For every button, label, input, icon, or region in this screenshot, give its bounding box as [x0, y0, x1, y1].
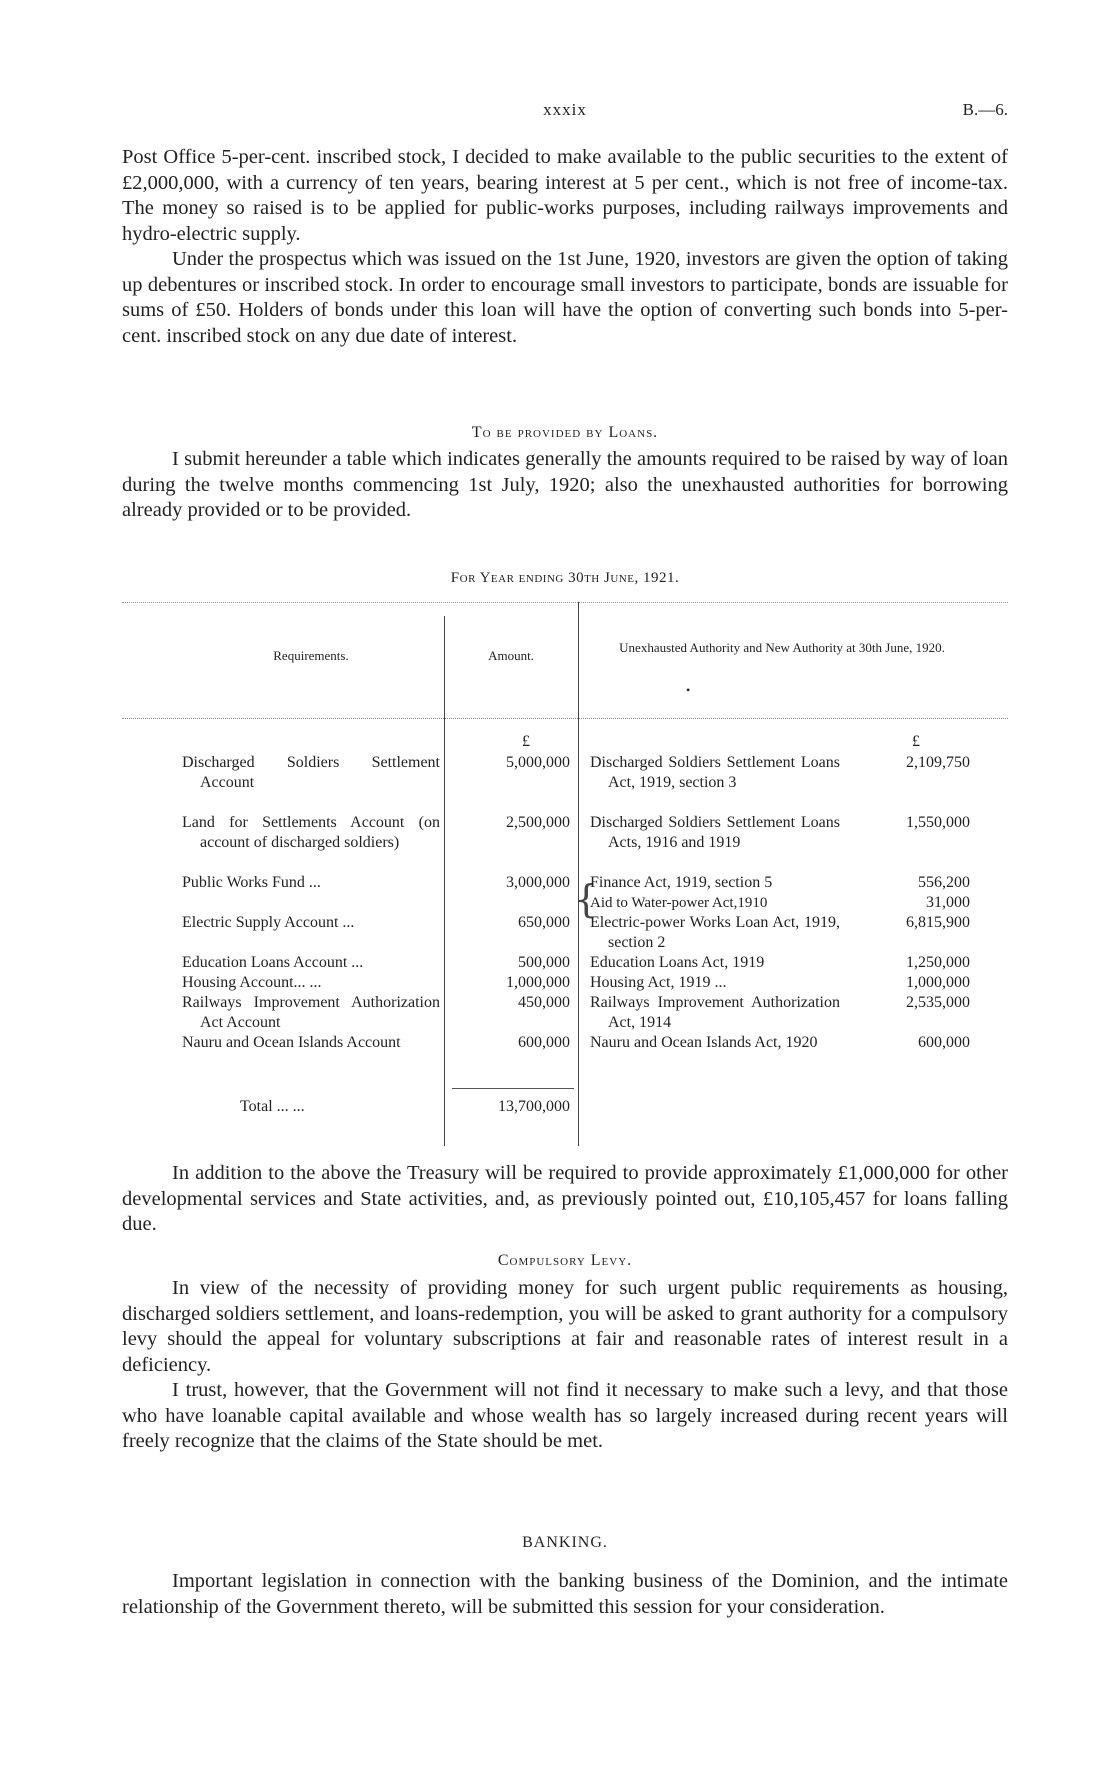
authority-row-6: [590, 953, 840, 973]
paragraph-additional: In addition to the above the Treasury will be required to provide approximately £1,000,000 for other developmental services and State activities, and, as previously pointed out, £10,105,457 for loans falling due.: [122, 1162, 1008, 1235]
paragraph-stock: Post Office 5-per-cent. inscribed stock, I decided to make available to the public securities to the extent of £2,000,000, with a currency of ten years, bearing interest at 5 per cent., which is not free of income-tax. The money so raised is to be applied for public-works purposes, including railways improvements and hydro-electric supply.: [122, 146, 1008, 245]
paragraph-block-1: [122, 145, 1008, 349]
amount-row-7: 450,000: [518, 994, 570, 1011]
authority-label: Housing Act, 1919 ...: [590, 974, 727, 991]
paragraph-block-2: [122, 447, 1008, 524]
currency-amount: £: [522, 733, 530, 750]
authority-label: Finance Act, 1919, section 5: [590, 874, 773, 891]
req-row-6: [182, 973, 440, 993]
authority-amount-3: 556,200: [918, 874, 970, 891]
authority-row-1: [590, 753, 840, 793]
authority-label: Nauru and Ocean Islands Act, 1920: [590, 1034, 818, 1051]
document-reference: B.—6.: [962, 100, 1008, 119]
page-header: [122, 100, 1008, 124]
req-label: Education Loans Account ...: [182, 954, 364, 971]
authority-label: Discharged Soldiers Settlement Loans Act, 1919, section 3: [590, 754, 840, 791]
req-row-8: [182, 1033, 440, 1053]
authority-row-4: [590, 893, 840, 913]
req-label: Discharged Soldiers Settlement Account: [182, 754, 440, 791]
amount-row-6: 1,000,000: [506, 974, 570, 991]
req-row-2: [182, 813, 440, 853]
amount-row-2: 2,500,000: [506, 814, 570, 831]
col-header-authority: Unexhausted Authority and New Authority at 30th June, 1920.: [619, 640, 945, 655]
req-label: Land for Settlements Account (on account of discharged soldiers): [182, 814, 440, 851]
authority-amount-9: 600,000: [918, 1034, 970, 1051]
authority-amount-1: 2,109,750: [906, 754, 970, 771]
heading-loans: To be provided by Loans.: [471, 424, 659, 441]
table-header-rule: [122, 718, 1008, 719]
authority-label: Aid to Water-power Act,1910: [590, 895, 768, 911]
amount-row-8: 600,000: [518, 1034, 570, 1051]
authority-label: Education Loans Act, 1919: [590, 954, 765, 971]
req-label: Housing Account... ...: [182, 974, 322, 991]
authority-amount-4: 31,000: [926, 894, 970, 911]
paragraph-banking: Important legislation in connection with the banking business of the Dominion, and the intimate relationship of the Government thereto, will be submitted this session for your consideration.: [122, 1570, 1008, 1618]
total-label: Total ... ...: [240, 1098, 305, 1115]
authority-amount-8: 2,535,000: [906, 994, 970, 1011]
authority-row-5: [590, 913, 840, 953]
total-amount: 13,700,000: [498, 1098, 570, 1115]
paragraph-block-5: [122, 1569, 1008, 1620]
req-label: Railways Improvement Authorization Act Account: [182, 994, 440, 1031]
req-row-7: [182, 993, 440, 1033]
brace-mark: {: [574, 877, 599, 921]
loans-table: [122, 602, 1008, 1152]
page-number: xxxix: [543, 100, 587, 119]
req-row-5: [182, 953, 440, 973]
authority-amount-2: 1,550,000: [906, 814, 970, 831]
currency-authority: £: [912, 733, 920, 750]
bullet-mark: •: [686, 683, 691, 697]
authority-label: Electric-power Works Loan Act, 1919, section 2: [590, 914, 840, 951]
req-label: Nauru and Ocean Islands Account: [182, 1034, 401, 1051]
col-header-requirements: Requirements.: [273, 648, 349, 663]
table-divider-2: [578, 602, 579, 1146]
authority-amount-6: 1,250,000: [906, 954, 970, 971]
heading-levy: Compulsory Levy.: [497, 1252, 633, 1269]
paragraph-table-intro: I submit hereunder a table which indicates generally the amounts required to be raised by way of loan during the twelve months commencing 1st July, 1920; also the unexhausted authorities for borrowing already provided or to be provided.: [122, 448, 1008, 521]
req-label: Electric Supply Account ...: [182, 914, 355, 931]
req-row-3: [182, 873, 440, 893]
table-divider-1: [444, 616, 445, 1146]
paragraph-prospectus: Under the prospectus which was issued on the 1st June, 1920, investors are given the option of taking up debentures or inscribed stock. In order to encourage small investors to participate, bonds are issuable for sums of £50. Holders of bonds under this loan will have the option of converting such bonds into 5-per-cent. inscribed stock on any due date of interest.: [122, 248, 1008, 347]
authority-amount-7: 1,000,000: [906, 974, 970, 991]
authority-row-2: [590, 813, 840, 853]
table-top-rule: [122, 602, 1008, 603]
authority-row-3: [590, 873, 840, 893]
authority-label: Railways Improvement Authorization Act, 1914: [590, 994, 840, 1031]
req-label: Public Works Fund ...: [182, 874, 321, 891]
col-header-amount: Amount.: [488, 648, 534, 663]
amount-row-5: 500,000: [518, 954, 570, 971]
authority-row-9: [590, 1033, 840, 1053]
req-row-4: [182, 913, 440, 933]
table-caption: For Year ending 30th June, 1921.: [450, 570, 680, 586]
amount-row-4: 650,000: [518, 914, 570, 931]
total-rule: [452, 1088, 574, 1089]
authority-label: Discharged Soldiers Settlement Loans Acts, 1916 and 1919: [590, 814, 840, 851]
authority-row-8: [590, 993, 840, 1033]
paragraph-trust: I trust, however, that the Government will not find it necessary to make such a levy, and that those who have loanable capital available and whose wealth has so largely increased during recent years will freely recognize that the claims of the State should be met.: [122, 1379, 1008, 1452]
paragraph-levy: In view of the necessity of providing money for such urgent public requirements as housing, discharged soldiers settlement, and loans-redemption, you will be asked to grant authority for a compulsory levy should the appeal for voluntary subscriptions at fair and reasonable rates of interest result in a deficiency.: [122, 1277, 1008, 1376]
paragraph-block-4: [122, 1276, 1008, 1455]
amount-row-3: 3,000,000: [506, 874, 570, 891]
amount-row-1: 5,000,000: [506, 754, 570, 771]
paragraph-block-3: [122, 1161, 1008, 1238]
heading-banking: BANKING.: [522, 1534, 608, 1551]
req-row-1: [182, 753, 440, 793]
authority-row-7: [590, 973, 840, 993]
authority-amount-5: 6,815,900: [906, 914, 970, 931]
